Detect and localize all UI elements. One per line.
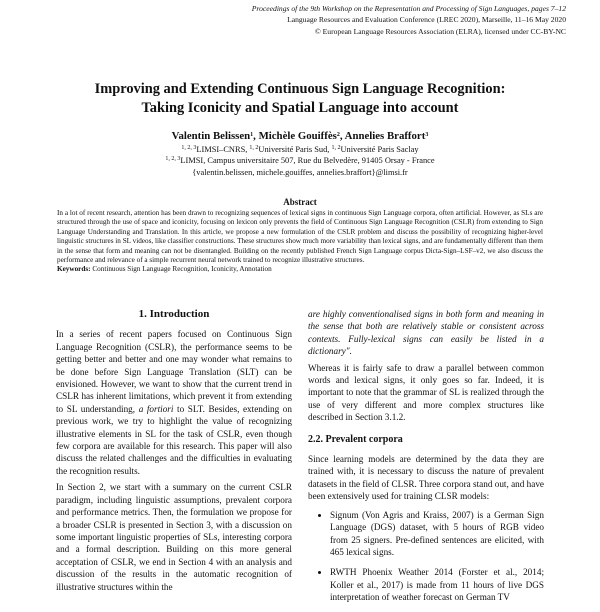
header-line-3: © European Language Resources Association (ELRA), licensed under CC-BY-NC [314,26,566,36]
quote-text: are highly conventionalised signs in both form and meaning in the sense that both are relatively stable or consistent across contexts. Fully-lexical signs can easily be listed in a dictionary". [308,309,544,357]
keywords-label: Keywords: [57,265,91,274]
header-line-2: Language Resources and Evaluation Conference (LREC 2020), Marseille, 11–16 May 2020 [287,15,566,25]
list-item: • RWTH Phoenix Weather 2014 (Forster et al., 2014; Koller et al., 2017) is made from 11 hours of live DGS interpretation of weather forecast on German TV [330,566,544,603]
list-item: • Signum (Von Agris and Kraiss, 2007) is a German Sign Language (DGS) dataset, with 5 hours of RGB video from 25 signers. Pre-defined sentences are elicited, with 465 lexical signs. [330,509,544,559]
aff-univ: Université Paris Saclay [340,145,419,154]
proceedings-header [252,3,566,37]
section-heading-introduction: 1. Introduction [138,308,210,320]
left-column [56,308,292,597]
author-list: Valentin Belissen$^1$, Michèle Gouiffès$^2$, Annelies Braffort$^3$ [171,130,429,142]
keywords-list: Continuous Sign Language Recognition, Iconicity, Annotation [92,265,272,274]
title-line-2: Taking Iconicity and Spatial Language into account [141,100,459,116]
author-sup: 2 [336,132,340,138]
abstract-heading: Abstract [283,197,317,207]
affiliation-line-2 [0,155,600,166]
affiliation-emails: {valentin.belissen, michele.gouiffes, annelies.braffort}@limsi.fr [192,167,408,177]
paragraph-corpora: Since learning models are determined by the data they are trained with, it is necessary to discuss the nature of prevalent datasets in the field of CLSR. Three corpora stand out, and have been extensively used for training CLSR models: [308,454,544,502]
author-name: Michèle Gouiffès [258,130,337,142]
right-column [308,308,544,612]
paper-title [0,80,600,118]
title-line-1: Improving and Extending Continuous Sign Language Recognition: [94,81,506,97]
aff-sup: 1, 2, 3 [165,156,181,163]
subsection-heading-corpora: 2.2. Prevalent corpora [308,433,403,445]
author-sup: 1 [250,132,254,138]
aff-lab: LIMSI–CNRS, [196,145,250,154]
abstract-body [57,209,543,275]
affiliations [0,144,600,178]
intro-italic: a fortiori [138,403,174,414]
author-name: Valentin Belissen [171,130,251,142]
aff-sup: 1, 2, 3 [181,145,197,151]
intro-paragraph-1 [56,328,292,477]
affiliation-line-1 [0,144,600,155]
author-name: Annelies Braffort [344,130,426,142]
author-sup: 3 [425,132,429,138]
abstract-text: In a lot of recent research, attention has been drawn to recognizing sequences of lexical signs in continuous Sign Language corpora, often artificial. However, as SLs are structured through the use of space and iconicity, focusing on lexicon only prevents the field of Continuous Sign Language Recognition (CSLR) from extending to Sign Language Understanding and Translation. In this article, we propose a new formulation of the CSLR problem and discuss the possibility of recognizing higher-level linguistic structures in SL videos, like classifier constructions. These structures show much more variability than lexical signs, and are fundamentally different than them in the sense that form and meaning can not be disentangled. Building on the recently published French Sign Language corpus Dicta-Sign–LSF–v2, we also discuss the performance and relevance of a simple recurrent neural network trained to recognize illustrative structures. [57,209,543,265]
intro-text: In a series of recent papers focused on Continuous Sign Language Recognition (CSLR), the performance seems to be getting better and better and one may wonder what remains to be done before Sign Language Translation (SLT) can be envisioned. However, we want to show that the current trend in CSLR has inherent limitations, which prevent it from extending to SL understanding, [56,329,292,414]
header-line-1: Proceedings of the 9th Workshop on the Representation and Processing of Sign Languages, pages 7–12 [251,4,566,13]
paragraph-lexical: Whereas it is fairly safe to draw a parallel between common words and lexical signs, it only goes so far. Indeed, it is important to note that the grammar of SL is realized through the use of very different and more complex structures like described in Section 3.1.2. [308,362,544,423]
keywords [57,265,543,274]
aff-address: LIMSI, Campus universitaire 507, Rue du Belvedère, 91405 Orsay - France [180,156,435,166]
intro-text: to SLT. Besides, extending on previous work, we try to highlight the value of recognizing illustrative elements in SL for the task of CSLR, even though few corpora are available for this research. This paper will also discuss the related challenges and the difficulties in evaluating the recognition results. [56,403,292,476]
corpora-list [308,509,544,604]
aff-sup: 1, 2 [249,145,259,151]
intro-paragraph-2: In Section 2, we start with a summary on the current CSLR paradigm, including linguistic assumptions, prevalent corpora and performance metrics. Then, the formulation we propose for a broader CSLR is presented in Section 3, with a discussion on some important linguistic properties of SLs, interesting corpora and a formal description. Building on this more general acceptation of CSLR, we end in Section 4 with an analysis and discussion of the results in the automatic recognition of illustrative structures within the [56,482,292,592]
aff-univ: Université Paris Sud, [258,145,332,154]
aff-sup: 1, 2 [331,145,341,151]
